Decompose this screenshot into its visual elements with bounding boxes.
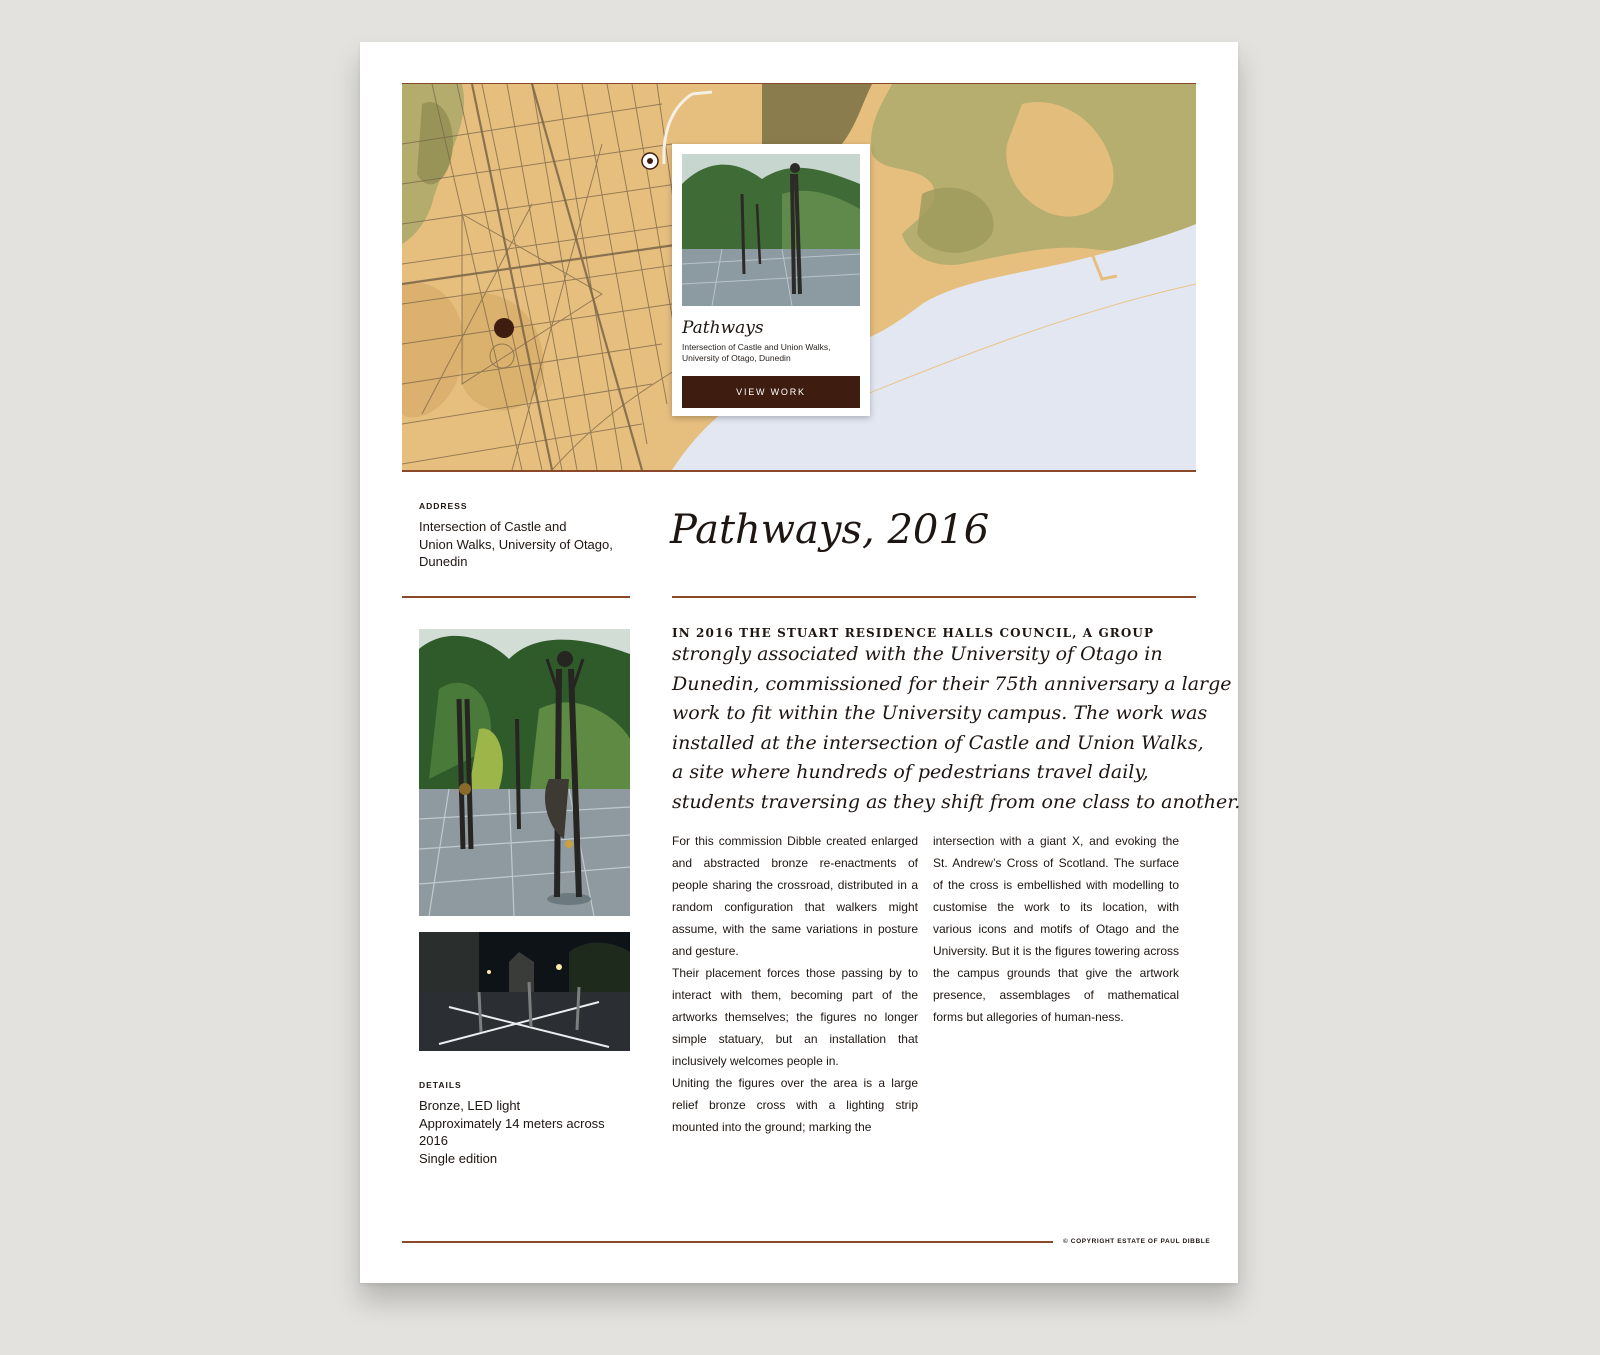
left-column-rule	[402, 596, 630, 598]
body-column-1	[672, 830, 918, 1138]
map-bottom-rule	[402, 470, 1196, 472]
popup-address: Intersection of Castle and Union Walks, University of Otago, Dunedin	[682, 342, 831, 363]
details-line: Approximately 14 meters across	[419, 1115, 605, 1131]
details-text	[419, 1097, 659, 1167]
popup-title: Pathways	[682, 318, 764, 338]
body-paragraph: intersection with a giant X, and evoking the St. Andrew’s Cross of Scotland. The surface of the cross is embellished with modelling to customise the work to its location, with various icons and motifs of Otago and the University. But it is the figures towering across the campus grounds that give the artwork presence, assemblages of mathematical forms but allegories of human-ness.	[933, 834, 1179, 1024]
body-paragraph: Uniting the figures over the area is a large relief bronze cross with a lighting strip mounted into the ground; marking the	[672, 1076, 918, 1134]
address-text	[419, 518, 659, 571]
body-paragraph: For this commission Dibble created enlarged and abstracted bronze re-enactments of people sharing the crossroad, distributed in a random configuration that walkers might assume, with the same variations in posture and gesture.	[672, 834, 918, 958]
sculpture-night-photo	[419, 932, 630, 1051]
sculpture-day-photo	[419, 629, 630, 916]
lead-line: work to fit within the University campus. The work was	[672, 702, 1208, 724]
body-paragraph: Their placement forces those passing by to interact with them, becoming part of the artworks themselves; the figures no longer simple statuary, but an installation that inclusively welcomes people in.	[672, 966, 918, 1068]
details-line: Bronze, LED light	[419, 1098, 521, 1113]
address-line: Dunedin	[419, 554, 468, 569]
lead-line: Dunedin, commissioned for their 75th anniversary a large	[672, 672, 1232, 695]
right-column-rule	[672, 596, 1196, 598]
document-page	[360, 42, 1241, 1283]
map-popup-card	[672, 144, 870, 416]
popup-sculpture-photo	[682, 154, 860, 306]
details-line: Single edition	[419, 1150, 498, 1166]
page-title: Pathways, 2016	[670, 507, 990, 553]
address-line: Union Walks, University of Otago,	[419, 536, 613, 552]
lead-caps: IN 2016 THE STUART RESIDENCE HALLS COUNCIL, A GROUP	[672, 626, 1155, 640]
body-column-2	[933, 830, 1179, 1028]
footer-rule	[402, 1241, 1053, 1243]
details-line: 2016	[419, 1133, 448, 1148]
lead-line: students traversing as they shift from one class to another.	[672, 790, 1241, 813]
lead-line: strongly associated with the University of Otago in	[672, 643, 1163, 665]
address-label: ADDRESS	[419, 501, 468, 511]
lead-line: a site where hundreds of pedestrians travel daily,	[672, 761, 1149, 783]
lead-line: installed at the intersection of Castle and Union Walks,	[672, 731, 1204, 754]
location-map[interactable]	[402, 84, 1196, 470]
details-label: DETAILS	[419, 1080, 462, 1090]
address-line: Intersection of Castle and	[419, 519, 567, 534]
lead-paragraph	[672, 640, 1241, 817]
copyright-text: © COPYRIGHT ESTATE OF PAUL DIBBLE	[1063, 1238, 1211, 1245]
view-work-button[interactable]: VIEW WORK	[682, 376, 860, 408]
